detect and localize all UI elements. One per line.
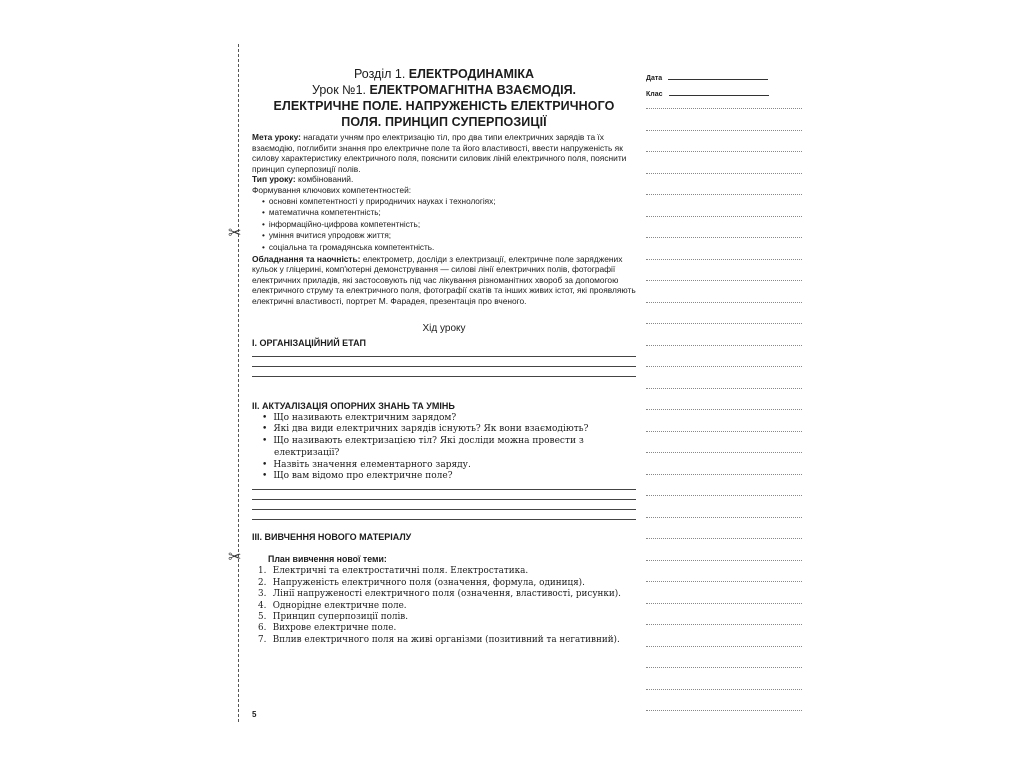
equipment-text: електрометр, досліди з електризації, електричне поле заряджених кульок у гліцерині, комп'ютерні демонстрування — силові лінії електричних полів, фотографії електричних приладів, які застосовують під час лікування різноманітних хвороб за допомогою електричного струму та електричного поля, фотографії скатів та інших живих істот, які проявляють електричні властивості, портрет М. Фарадея, презентація про вченого. [252,253,636,306]
lesson-prefix: Урок №1. [311,83,367,97]
note-line[interactable] [646,667,802,668]
class-field[interactable] [646,82,802,98]
section-name: ЕЛЕКТРОДИНАМІКА [408,67,535,81]
note-line[interactable] [646,173,802,174]
writing-lines-2 [252,489,636,520]
competencies-label: Формування ключових компетентностей: [252,184,412,195]
writing-line[interactable] [252,499,636,500]
plan-heading: План вивчення нової теми: [268,554,387,565]
notes-sidebar [646,66,802,711]
equipment-label: Обладнання та наочність: [252,253,361,264]
note-line[interactable] [646,108,802,109]
note-line[interactable] [646,216,802,217]
list-item: 3. Лінії напруженості електричного поля (означення, властивості, рисунки). [258,589,621,600]
title-line-3: ЕЛЕКТРИЧНЕ ПОЛЕ. НАПРУЖЕНІСТЬ ЕЛЕКТРИЧНОГО [273,99,615,113]
note-line[interactable] [646,581,802,582]
list-item: • основні компетентності у природничих науках і технологіях; [272,196,636,208]
list-item: • Які два види електричних зарядів існують? Як вони взаємодіють? [274,424,636,436]
note-line[interactable] [646,452,802,453]
list-item: 4. Однорідне електричне поле. [258,600,407,611]
list-item: • уміння вчитися упродовж життя; [272,230,636,242]
note-line[interactable] [646,495,802,496]
course-heading: Хід уроку [422,322,466,334]
note-line[interactable] [646,151,802,152]
section-1-heading: І. ОРГАНІЗАЦІЙНИЙ ЕТАП [252,337,366,348]
main-column [252,66,636,646]
equipment [252,254,636,307]
section-2-heading: ІІ. АКТУАЛІЗАЦІЯ ОПОРНИХ ЗНАНЬ ТА УМІНЬ [252,400,455,411]
page-title [252,66,636,130]
notes-lines [646,108,802,711]
list-item: • соціальна та громадянська компетентність. [272,242,636,254]
lesson-goal [252,132,636,174]
list-item: 5. Принцип суперпозиції полів. [258,611,409,622]
note-line[interactable] [646,280,802,281]
list-item: • Назвіть значення елементарного заряду. [274,460,636,472]
note-line[interactable] [646,345,802,346]
class-line[interactable] [669,94,769,96]
competencies-list [252,196,636,254]
writing-line[interactable] [252,509,636,510]
note-line[interactable] [646,517,802,518]
plan-list [252,566,636,646]
goal-text: нагадати учням про електризацію тіл, про два типи електричних зарядів та їх взаємодію, поглибити знання про електричне поле та його властивості, ввести напруженість як силову характеристику електричного поля, пояснити силовик ліній електричного поля, пояснити принцип суперпозиції полів. [252,132,627,174]
list-item: • Що називають електричним зарядом? [274,413,636,425]
writing-line[interactable] [252,489,636,490]
note-line[interactable] [646,538,802,539]
scissors-icon: ✂ [228,225,242,242]
list-item: 7. Вплив електричного поля на живі організми (позитивний та негативний). [258,634,620,645]
note-line[interactable] [646,560,802,561]
date-field[interactable] [646,66,802,82]
writing-line[interactable] [252,366,636,367]
lesson-type [252,174,636,185]
note-line[interactable] [646,259,802,260]
writing-line[interactable] [252,519,636,520]
goal-label: Мета уроку: [252,132,301,142]
list-item: 2. Напруженість електричного поля (означення, формула, одиниця). [258,577,585,588]
list-item: • інформаційно-цифрова компетентність; [272,219,636,231]
list-item: 1. Електричні та електростатичні поля. Електростатика. [258,566,529,577]
note-line[interactable] [646,689,802,690]
note-line[interactable] [646,431,802,432]
writing-lines-1 [252,356,636,377]
title-line-4: ПОЛЯ. ПРИНЦИП СУПЕРПОЗИЦІЇ [341,115,547,129]
note-line[interactable] [646,130,802,131]
list-item: • математична компетентність; [272,207,636,219]
note-line[interactable] [646,474,802,475]
section-3-heading: ІІІ. ВИВЧЕННЯ НОВОГО МАТЕРІАЛУ [252,532,412,543]
list-item: • Що називають електризацією тіл? Які досліди можна провести з електризації? [274,436,636,460]
lesson-type-text: комбінований. [297,174,354,185]
note-line[interactable] [646,302,802,303]
note-line[interactable] [646,646,802,647]
note-line[interactable] [646,237,802,238]
writing-line[interactable] [252,356,636,357]
note-line[interactable] [646,194,802,195]
cut-line [238,44,239,722]
note-line[interactable] [646,710,802,711]
page-number: 5 [252,710,257,719]
class-label: Клас [646,91,663,98]
note-line[interactable] [646,409,802,410]
questions-list [252,413,636,484]
writing-line[interactable] [252,376,636,377]
lesson-type-label: Тип уроку: [252,174,296,185]
date-label: Дата [646,75,663,82]
list-item: • Що вам відомо про електричне поле? [274,471,636,483]
lesson-name: ЕЛЕКТРОМАГНІТНА ВЗАЄМОДІЯ. [369,83,577,97]
scissors-icon: ✂ [228,549,242,566]
note-line[interactable] [646,323,802,324]
date-line[interactable] [668,78,768,80]
note-line[interactable] [646,366,802,367]
note-line[interactable] [646,624,802,625]
note-line[interactable] [646,388,802,389]
note-line[interactable] [646,603,802,604]
list-item: 6. Вихрове електричне поле. [258,623,397,634]
section-prefix: Розділ 1. [353,67,406,81]
